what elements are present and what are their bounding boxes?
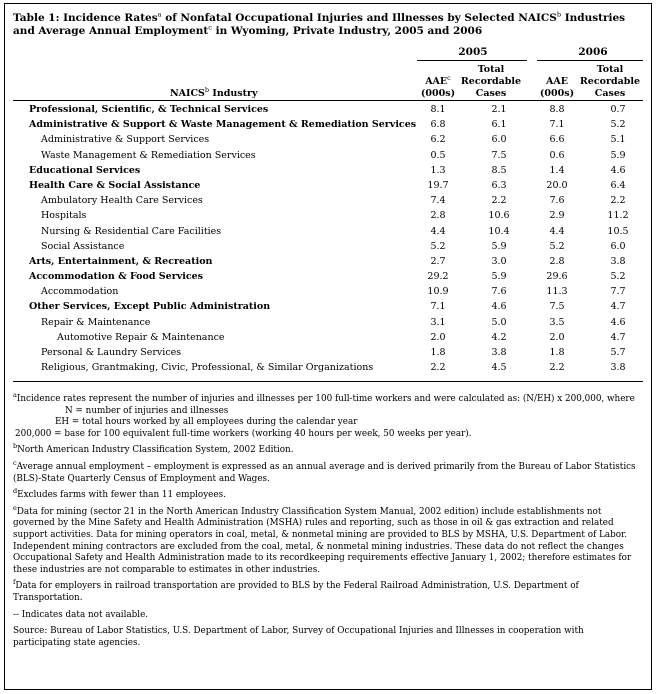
table-row xyxy=(13,208,643,223)
cell-trc06: 5.7 xyxy=(610,347,626,358)
year-2006-header: 2006 xyxy=(578,46,608,58)
cell-aae05: 0.5 xyxy=(430,149,446,161)
table-row xyxy=(13,315,643,330)
table-row xyxy=(13,345,643,360)
cell-trc06: 5.1 xyxy=(610,134,626,146)
cell-aae05: 7.4 xyxy=(430,195,446,207)
industry-label: Administrative & Support Services xyxy=(41,134,210,146)
cell-aae05: 6.8 xyxy=(430,119,446,131)
year-2005-rule xyxy=(417,60,527,61)
title-text: of Nonfatal Occupational Injuries and Illnesses by Selected NAICS xyxy=(161,12,557,24)
cell-trc06: 5.2 xyxy=(610,119,626,131)
table-row xyxy=(13,299,643,314)
cell-aae06: 0.6 xyxy=(549,149,565,161)
industry-label: Accommodation xyxy=(41,286,119,298)
cell-trc06: 5.9 xyxy=(610,149,626,161)
cell-aae05: 1.3 xyxy=(430,164,446,176)
footnote-f: $^f$Data for employers in railroad transportation are provided to BLS by the Federal Railroad Administration, U.S. Department of Transportation. xyxy=(13,578,579,603)
cell-aae05: 6.2 xyxy=(430,134,446,146)
cell-trc06: 4.7 xyxy=(610,301,626,313)
table-frame xyxy=(4,3,652,690)
cell-aae06: 2.0 xyxy=(549,331,565,343)
cell-aae06: 2.2 xyxy=(549,362,565,374)
header-rule xyxy=(13,100,643,101)
cell-trc06: 3.8 xyxy=(610,362,626,374)
cell-aae05: 8.1 xyxy=(430,104,446,115)
cell-trc05: 4.5 xyxy=(491,362,507,374)
cell-trc06: 6.4 xyxy=(610,179,626,191)
table-row xyxy=(13,284,643,299)
title-text: in Wyoming, Private Industry, 2005 and 2006 xyxy=(211,25,483,37)
table-body xyxy=(13,102,643,375)
table-row xyxy=(13,178,643,193)
industry-label: Accommodation & Food Services xyxy=(29,271,204,283)
cell-aae06: 8.8 xyxy=(549,104,565,115)
cell-trc06: 4.7 xyxy=(610,331,626,343)
cell-trc05: 6.3 xyxy=(491,179,507,191)
footnote-marker: c xyxy=(208,23,212,32)
table-row xyxy=(13,254,643,269)
col-aae-2005: AAE$^c$ (000s) xyxy=(420,73,456,99)
footnote-d: $^d$Excludes farms with fewer than 11 employees. xyxy=(13,487,226,501)
cell-trc05: 7.6 xyxy=(491,286,507,298)
cell-trc06: 3.8 xyxy=(610,255,626,267)
cell-aae06: 7.1 xyxy=(549,119,565,131)
cell-trc06: 10.5 xyxy=(607,225,629,237)
table-row xyxy=(13,269,643,284)
footnote-e: $^e$Data for mining (sector 21 in the North American Industry Classification System Manual, 2002 edition) include establishments not governed by the Mine Safety and Health Administration (MSHA) rules and reporting, such as those in oil & gas extraction and related support activities. Data for mining operators in coal, metal, & nonmetal mining are provided to BLS by MSHA, U.S. Department of Labor. Independent mining contractors are excluded from the coal, metal, & nonmetal mining industries. These data do not reflect the changes Occupational Safety and Health Administration made to its recordkeeping requirements effective January 1, 2002; therefore estimates for these industries are not comparable to estimates in other industries. xyxy=(13,503,632,575)
cell-aae05: 2.2 xyxy=(430,362,446,374)
footnote-b: $^b$North American Industry Classification System, 2002 Edition. xyxy=(13,442,294,456)
cell-trc05: 6.1 xyxy=(491,119,507,131)
industry-label: Religious, Grantmaking, Civic, Professional, & Similar Organizations xyxy=(41,362,374,374)
col-trc-2006: Total Recordable Cases xyxy=(579,64,641,99)
cell-aae06: 29.6 xyxy=(546,271,568,283)
cell-aae05: 5.2 xyxy=(430,240,446,252)
cell-aae05: 19.7 xyxy=(427,179,449,191)
table-row xyxy=(13,132,643,147)
cell-aae06: 4.4 xyxy=(549,225,565,237)
cell-aae05: 3.1 xyxy=(430,316,446,328)
cell-trc05: 10.4 xyxy=(488,225,510,237)
industry-label: Health Care & Social Assistance xyxy=(29,179,201,191)
industry-label: Hospitals xyxy=(41,210,87,222)
cell-trc05: 3.0 xyxy=(491,255,507,267)
cell-aae06: 11.3 xyxy=(546,286,568,298)
cell-aae06: 7.5 xyxy=(549,301,565,313)
cell-trc05: 2.1 xyxy=(491,104,507,115)
table-row xyxy=(13,117,643,132)
cell-trc05: 7.5 xyxy=(491,149,507,161)
cell-trc06: 6.0 xyxy=(610,240,626,252)
col-trc-2005: Total Recordable Cases xyxy=(460,64,522,99)
industry-label: Waste Management & Remediation Services xyxy=(41,149,256,161)
cell-aae05: 7.1 xyxy=(430,301,446,313)
cell-trc06: 4.6 xyxy=(610,164,626,176)
cell-aae06: 2.9 xyxy=(549,210,565,222)
industry-label: Nursing & Residential Care Facilities xyxy=(41,225,222,237)
cell-trc06: 5.2 xyxy=(610,271,626,283)
cell-aae05: 2.0 xyxy=(430,331,446,343)
cell-aae05: 2.8 xyxy=(430,210,446,222)
table-row xyxy=(13,163,643,178)
footnotes xyxy=(13,391,643,654)
cell-aae05: 29.2 xyxy=(427,271,449,283)
cell-trc05: 8.5 xyxy=(491,164,507,176)
table-row xyxy=(13,360,643,375)
year-2006-rule xyxy=(537,60,643,61)
cell-trc05: 6.0 xyxy=(491,134,507,146)
cell-aae06: 1.4 xyxy=(549,164,565,176)
cell-aae06: 1.8 xyxy=(549,347,565,358)
table-bottom-rule xyxy=(13,381,643,382)
industry-label: Educational Services xyxy=(29,164,141,176)
cell-trc05: 10.6 xyxy=(488,210,510,222)
table-row xyxy=(13,148,643,163)
cell-trc06: 11.2 xyxy=(607,210,629,222)
cell-aae05: 2.7 xyxy=(430,255,446,267)
cell-aae05: 4.4 xyxy=(430,225,446,237)
industry-label: Automotive Repair & Maintenance xyxy=(57,331,225,343)
industry-label: Repair & Maintenance xyxy=(41,316,151,328)
cell-trc06: 4.6 xyxy=(610,316,626,328)
cell-aae06: 7.6 xyxy=(549,195,565,207)
not-available-note: -- Indicates data not available. xyxy=(13,609,149,620)
industry-label: Administrative & Support & Waste Management & Remediation Services xyxy=(29,119,417,131)
cell-trc05: 5.9 xyxy=(491,271,507,283)
table-row xyxy=(13,224,643,239)
cell-trc05: 5.0 xyxy=(491,316,507,328)
footnote-a: $^a$Incidence rates represent the number of injuries and illnesses per 100 full-time workers and were calculated as: (N/EH) x 200,000, where N = number of injuries and illnesses EH = total hours worked by all employees during the calendar year 200,000 = base for 100 equivalent full-time workers (working 40 hours per week, 50 weeks per year). xyxy=(13,391,635,439)
cell-aae06: 6.6 xyxy=(549,134,565,146)
cell-trc06: 7.7 xyxy=(610,286,626,298)
col-industry: NAICS$^b$ Industry xyxy=(170,85,258,99)
cell-aae06: 20.0 xyxy=(546,179,568,191)
cell-aae06: 5.2 xyxy=(549,240,565,252)
cell-trc05: 2.2 xyxy=(491,195,507,207)
footnote-marker: a xyxy=(157,10,162,19)
industry-label: Ambulatory Health Care Services xyxy=(41,195,203,207)
industry-label: Arts, Entertainment, & Recreation xyxy=(29,255,213,267)
table-row xyxy=(13,239,643,254)
title-text: Industries and Average Annual Employment xyxy=(13,12,626,37)
cell-aae05: 1.8 xyxy=(430,347,446,358)
cell-aae06: 2.8 xyxy=(549,255,565,267)
table-row xyxy=(13,102,643,117)
cell-trc06: 2.2 xyxy=(610,195,626,207)
cell-trc05: 5.9 xyxy=(491,240,507,252)
table-title xyxy=(13,12,643,38)
col-aae-2006: AAE (000s) xyxy=(539,76,575,99)
table-row xyxy=(13,193,643,208)
industry-label: Social Assistance xyxy=(41,240,125,252)
cell-trc06: 0.7 xyxy=(610,104,626,115)
cell-trc05: 4.2 xyxy=(491,331,507,343)
footnote-c: $^c$Average annual employment – employment is expressed as an annual average and is derived primarily from the Bureau of Labor Statistics (BLS)-State Quarterly Census of Employment and Wages. xyxy=(13,459,636,484)
table-row xyxy=(13,330,643,345)
source-note: Source: Bureau of Labor Statistics, U.S. Department of Labor, Survey of Occupational Injuries and Illnesses in cooperation with participating state agencies. xyxy=(13,626,584,648)
cell-aae06: 3.5 xyxy=(549,316,565,328)
footnote-marker: b xyxy=(556,10,562,19)
year-2005-header: 2005 xyxy=(458,46,488,58)
industry-label: Personal & Laundry Services xyxy=(41,347,182,358)
cell-trc05: 4.6 xyxy=(491,301,507,313)
industry-label: Other Services, Except Public Administration xyxy=(29,301,271,313)
cell-aae05: 10.9 xyxy=(427,286,449,298)
title-text: Table 1: Incidence Rates xyxy=(13,12,158,24)
cell-trc05: 3.8 xyxy=(491,347,507,358)
industry-label: Professional, Scientific, & Technical Services xyxy=(29,104,269,115)
